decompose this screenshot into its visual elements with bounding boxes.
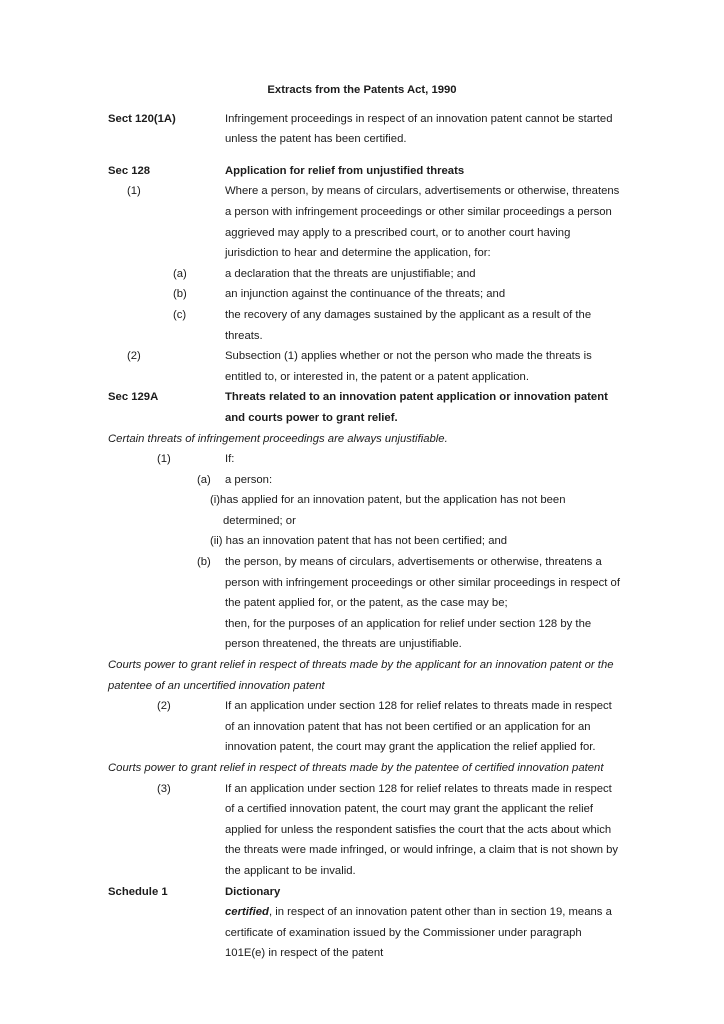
clause-text: the person, by means of circulars, advertisements or otherwise, threatens a person with infringement proceedings or other similar proceedings in respect of the patent applied for, or the patent, as the case may be; then, for the purposes of an application for relief under section 128 by the person threatened, the threats are unjustifiable. <box>225 556 620 651</box>
definition-body: , in respect of an innovation patent other than in section 19, means a certificate of examination issued by the Commissioner under paragraph 101E(e) in respect of the patent <box>225 906 612 960</box>
section-label: Sec 129A <box>108 391 159 404</box>
clause-number: (1) <box>127 185 141 198</box>
document-title: Extracts from the Patents Act, 1990 <box>267 84 457 96</box>
dictionary-definition <box>108 902 694 964</box>
clause-text: If an application under section 128 for relief relates to threats made in respect of an innovation patent that has not been certified or an application for an innovation patent, the court may grant the application the relief applied for. <box>225 700 612 754</box>
clause-letter: (a) <box>197 473 211 486</box>
clause-number: (3) <box>157 782 171 795</box>
clause-129a-2 <box>108 696 694 758</box>
section-heading: Application for relief from unjustified threats <box>225 164 465 177</box>
clause-text: a person: <box>225 473 273 486</box>
clause-text: Where a person, by means of circulars, advertisements or otherwise, threatens a person with infringement proceedings or other similar proceedings a person aggrieved may apply to a prescribed court, or to another court having jurisdiction to hear and determine the application, for: <box>225 185 620 260</box>
defined-term: certified <box>225 906 269 919</box>
clause-128-1 <box>108 181 694 263</box>
clause-text: an injunction against the continuance of the threats; and <box>225 288 506 301</box>
italic-note-unjustifiable: Certain threats of infringement proceedings are always unjustifiable. <box>108 432 448 445</box>
clause-letter: (b) <box>197 556 211 569</box>
clause-128-1-a <box>108 264 694 285</box>
clause-text: If: <box>225 453 235 466</box>
clause-129a-1-a-ii: (ii) has an innovation patent that has not been certified; and <box>210 535 508 548</box>
clause-text: a declaration that the threats are unjustifiable; and <box>225 267 476 280</box>
clause-129a-1-a-i: (i)has applied for an innovation patent, but the application has not been determined; or <box>210 494 566 527</box>
clause-129a-1-b <box>197 552 694 655</box>
clause-128-2 <box>108 346 694 387</box>
section-label: Schedule 1 <box>108 885 168 898</box>
clause-text: Subsection (1) applies whether or not the person who made the threats is entitled to, or interested in, the patent or a patent application. <box>225 350 592 383</box>
section-schedule-1 <box>108 882 694 903</box>
section-heading: Dictionary <box>225 885 281 898</box>
clause-129a-1-a <box>197 470 694 491</box>
section-sect-120-1a <box>108 109 694 150</box>
clause-letter: (c) <box>173 308 187 321</box>
clause-129a-1 <box>108 449 694 470</box>
clause-text: If an application under section 128 for relief relates to threats made in respect of a certified innovation patent, the court may grant the applicant the relief applied for unless the respondent satisfies the court that the acts about which the threats were made infringed, or would infringe, a claim that is not shown by the applicant to be invalid. <box>225 782 619 877</box>
clause-number: (1) <box>157 453 171 466</box>
clause-letter: (b) <box>173 288 187 301</box>
section-text: Infringement proceedings in respect of an innovation patent cannot be started unless the patent has been certified. <box>225 112 613 146</box>
clause-128-1-b <box>108 284 694 305</box>
italic-note-certified: Courts power to grant relief in respect of threats made by the patentee of certified innovation patent <box>108 762 604 774</box>
section-label: Sec 128 <box>108 164 151 177</box>
section-sec-128 <box>108 161 694 182</box>
clause-letter: (a) <box>173 267 187 280</box>
clause-number: (2) <box>157 700 171 713</box>
clause-128-1-c <box>108 305 694 346</box>
italic-note-uncertified: Courts power to grant relief in respect of threats made by the applicant for an innovation patent or the patentee of an uncertified innovation patent <box>108 659 614 692</box>
clause-number: (2) <box>127 350 141 363</box>
clause-text: the recovery of any damages sustained by the applicant as a result of the threats. <box>225 308 592 342</box>
clause-129a-3 <box>108 779 694 882</box>
section-heading: Threats related to an innovation patent application or innovation patent and courts power to grant relief. <box>225 391 608 424</box>
section-sec-129a <box>108 387 694 428</box>
definition-text <box>225 902 694 964</box>
section-label: Sect 120(1A) <box>108 112 176 125</box>
